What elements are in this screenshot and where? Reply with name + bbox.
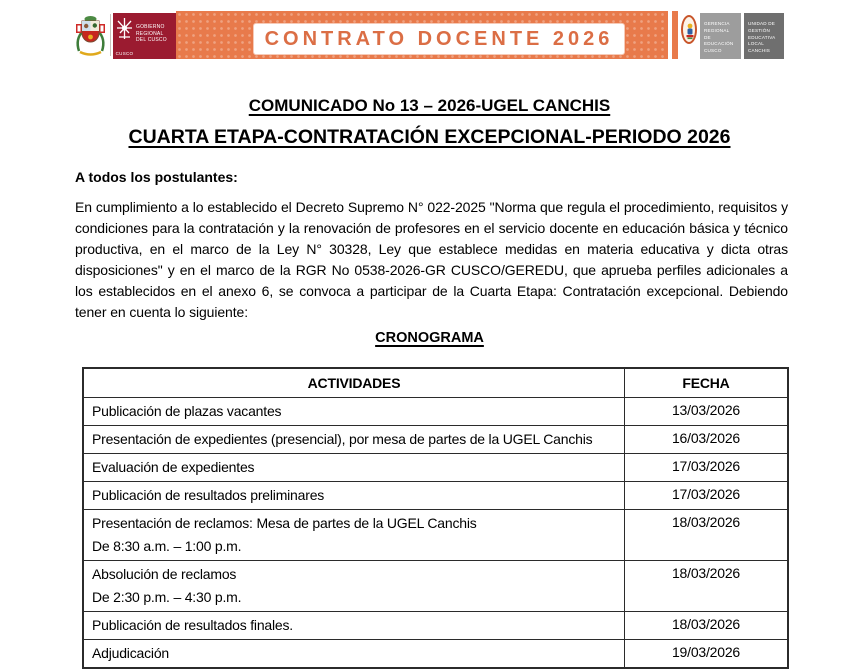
cronograma-table-body: [83, 398, 788, 669]
table-row: [83, 612, 788, 640]
activity-cell: [83, 454, 625, 482]
gobierno-regional-text: [136, 13, 176, 59]
date-cell: 16/03/2026: [625, 426, 789, 454]
body-paragraph: En cumplimiento a lo establecido el Decreto Supremo N° 022-2025 "Norma que regula el procedimiento, requisitos y condiciones para la contratación y la renovación de profesores en el servicio docente en educación básica y técnico productiva, en el marco de la Ley N° 30328, Ley que establece medidas en materia educativa y dicta otras disposiciones" y en el marco de la RGR No 0538-2026-GR CUSCO/GEREDU, que aprueba perfiles adicionales a los establecidos en el anexo 6, se convoca a participar de la Cuarta Etapa: Contratación excepcional. Debiendo tener en cuenta lo siguiente:: [75, 199, 788, 320]
table-row: [83, 398, 788, 426]
table-row: [83, 426, 788, 454]
geredu-logo-box: [700, 13, 741, 59]
activity-cell: [83, 482, 625, 510]
activity-line: Publicación de resultados finales.: [92, 617, 293, 633]
cronograma-table: [82, 367, 789, 669]
date-cell: 18/03/2026: [625, 612, 789, 640]
activity-cell: [83, 510, 625, 561]
table-row: [83, 510, 788, 561]
date-cell: 18/03/2026: [625, 561, 789, 612]
activity-line: De 8:30 a.m. – 1:00 p.m.: [92, 538, 242, 554]
activity-cell: [83, 612, 625, 640]
ugel-line3: CANCHIS: [748, 48, 771, 54]
ugel-seal-icon: [681, 15, 697, 44]
column-header-fecha: FECHA: [625, 368, 789, 398]
cusco-label: CUSCO: [115, 51, 134, 56]
activity-line: Publicación de plazas vacantes: [92, 403, 282, 419]
table-header-row: [83, 368, 788, 398]
activity-line: Absolución de reclamos: [92, 566, 237, 582]
geredu-line3: CUSCO: [704, 48, 722, 54]
cronograma-heading: [0, 330, 859, 346]
date-cell: 18/03/2026: [625, 510, 789, 561]
activity-line: Presentación de expedientes (presencial), por mesa de partes de la UGEL Canchis: [92, 431, 593, 447]
cusco-sun-icon: [113, 13, 136, 59]
ugel-line2: EDUCATIVA LOCAL: [748, 34, 776, 47]
activity-cell: [83, 398, 625, 426]
cronograma-heading-text: CRONOGRAMA: [375, 330, 484, 346]
ugel-logo-box: [744, 13, 784, 59]
cronograma-table-wrap: [82, 367, 789, 669]
column-header-actividades: ACTIVIDADES: [83, 368, 625, 398]
etapa-title: [0, 126, 859, 149]
activity-line: Evaluación de expedientes: [92, 459, 255, 475]
date-cell: 19/03/2026: [625, 640, 789, 669]
peru-coat-of-arms-icon: [74, 11, 107, 58]
activity-line: Publicación de resultados preliminares: [92, 487, 325, 503]
gobierno-line2: DEL CUSCO: [136, 37, 167, 43]
header-divider: [110, 14, 111, 56]
comunicado-title: [0, 96, 859, 116]
banner-label-box: [254, 24, 624, 54]
activity-cell: [83, 640, 625, 669]
salutation: A todos los postulantes:: [75, 169, 238, 185]
geredu-line2: DE EDUCACIÓN: [704, 34, 734, 47]
banner-separator-bar: [672, 11, 678, 59]
activity-line: Adjudicación: [92, 645, 169, 661]
activity-line: Presentación de reclamos: Mesa de partes de la UGEL Canchis: [92, 515, 477, 531]
activity-line: De 2:30 p.m. – 4:30 p.m.: [92, 589, 242, 605]
activity-cell: [83, 426, 625, 454]
table-row: [83, 482, 788, 510]
gobierno-line1: GOBIERNO REGIONAL: [136, 24, 165, 37]
gobierno-regional-logo: [113, 13, 176, 59]
table-row: [83, 561, 788, 612]
table-row: [83, 640, 788, 669]
activity-cell: [83, 561, 625, 612]
geredu-line1: GERENCIA REGIONAL: [704, 21, 730, 33]
contrato-docente-banner: [176, 11, 668, 59]
etapa-title-text: CUARTA ETAPA-CONTRATACIÓN EXCEPCIONAL-PERIODO 2026: [128, 126, 731, 148]
banner-title: CONTRATO DOCENTE 2026: [264, 27, 614, 50]
table-row: [83, 454, 788, 482]
date-cell: 17/03/2026: [625, 454, 789, 482]
ugel-line1: UNIDAD DE GESTIÓN: [748, 21, 776, 33]
date-cell: 17/03/2026: [625, 482, 789, 510]
comunicado-title-text: COMUNICADO No 13 – 2026-UGEL CANCHIS: [248, 96, 611, 115]
date-cell: 13/03/2026: [625, 398, 789, 426]
